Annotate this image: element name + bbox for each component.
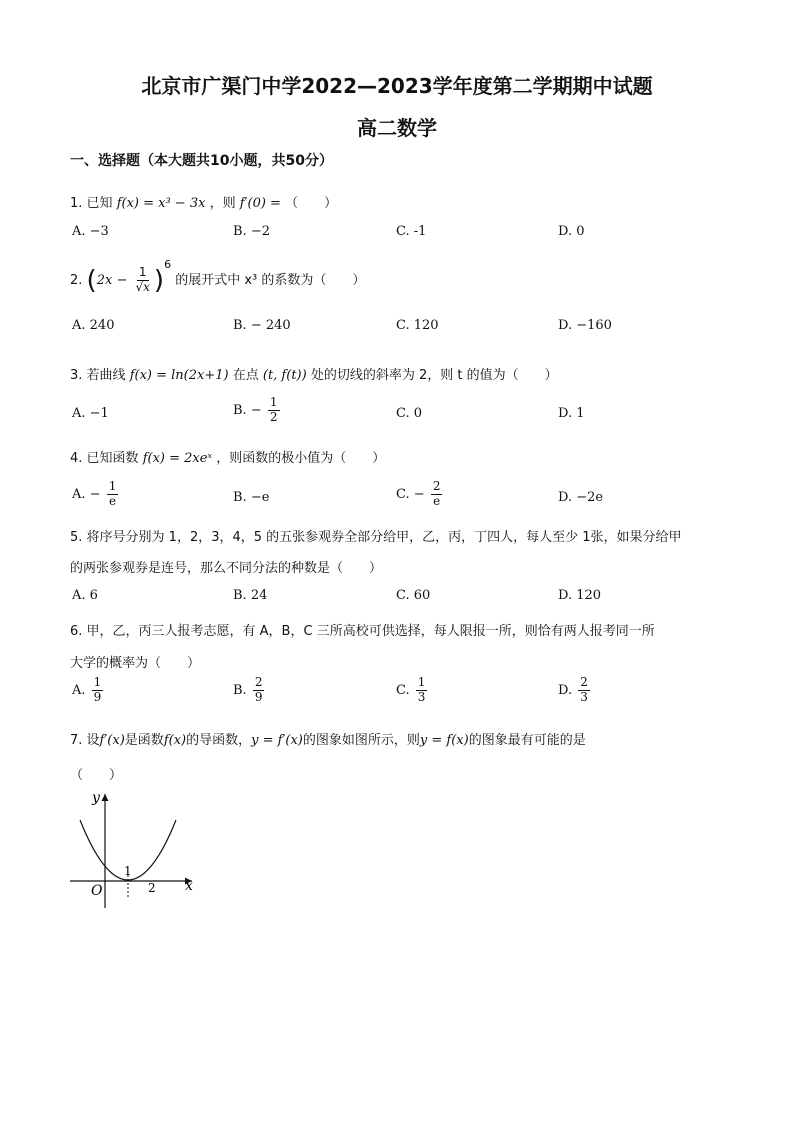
q3-option-b-fraction: $\frac{1}{2}$ [269,395,278,424]
q2-option-b: B. − 240 [233,318,291,333]
tick-label-1: 1 [124,864,132,878]
q3-option-b: B. − $\frac{1}{2}$ [233,395,278,424]
q1-option-d: D. 0 [558,224,585,239]
q1-prefix: 1. 已知 [70,196,113,211]
q5-option-b: B. 24 [233,588,268,603]
tick-label-2: 2 [148,881,156,895]
q3-prefix: 3. 若曲线 [70,368,126,383]
question-5-line2: 的两张参观券是连号，那么不同分法的种数是（ ） [70,561,383,576]
q2-exponent: 6 [164,258,172,271]
q1-expr: f(x) = x³ − 3x [116,196,206,211]
question-3 [70,364,558,383]
q4-option-c-fraction: $\frac{2}{e}$ [432,479,441,508]
q4-option-b: B. −e [233,490,270,505]
q6-option-c: C. $\frac{1}{3}$ [396,675,426,704]
q1-option-b: B. −2 [233,224,270,239]
question-5-line1: 5. 将序号分别为 1，2，3，4，5 的五张参观券全部分给甲，乙，丙，丁四人，每人至少 1张，如果分给甲 [70,530,682,545]
question-1 [70,192,337,211]
q4-tail: ，则函数的极小值为（ ） [216,451,386,466]
q2-inner: 2x − [96,273,128,288]
y-axis-label: y [92,790,100,806]
q2-option-a: A. 240 [72,318,115,333]
q4-option-d: D. −2e [558,490,604,505]
q3-option-a: A. −1 [72,406,109,421]
q5-option-a: A. 6 [72,588,98,603]
q4-option-a: A. − $\frac{1}{e}$ [72,479,117,508]
q6-option-b: B. $\frac{2}{9}$ [233,675,263,704]
q2-tail: 的展开式中 x³ 的系数为（ ） [175,273,366,288]
question-4 [70,447,385,466]
q4-expr: f(x) = 2xeˣ [142,451,213,466]
q3-middle: 在点 [232,368,259,383]
question-6-line2: 大学的概率为（ ） [70,656,201,671]
q3-tail: 处的切线的斜率为 2，则 t 的值为（ ） [310,368,558,383]
q6-option-d: D. $\frac{2}{3}$ [558,675,588,704]
section-heading: 一、选择题（本大题共10小题，共50分） [70,153,333,169]
q3-option-d: D. 1 [558,406,585,421]
q5-option-d: D. 120 [558,588,602,603]
question-7: 7. 设f′(x)是函数f(x)的导函数，y = f′(x)的图象如图所示，则y = f(x)的图象最有可能的是 [70,733,586,748]
q1-expr2: f′(0) = [239,196,281,211]
q3-point: (t, f(t)) [262,368,307,383]
question-6-line1: 6. 甲，乙，丙三人报考志愿，有 A，B，C 三所高校可供选择，每人限报一所，则恰有两人报考同一所 [70,624,655,639]
q5-option-c: C. 60 [396,588,431,603]
q2-prefix: 2. [70,273,83,288]
question-2: 2. (2x − $\frac{1}{√x}$ )$^6$ 的展开式中 x³ 的系数为（ ） [70,258,366,296]
derivative-graph [70,788,200,913]
q4-option-a-fraction: $\frac{1}{e}$ [108,479,117,508]
q6-option-a: A. $\frac{1}{9}$ [72,675,102,704]
q3-option-c: C. 0 [396,406,423,421]
q2-frac-den: √x [135,280,150,294]
q1-option-c: C. -1 [396,224,427,239]
page-title: 北京市广渠门中学2022—2023学年度第二学期期中试题 [141,74,653,98]
q2-fraction [133,266,151,295]
x-axis-label: x [185,878,193,894]
page-subtitle: 高二数学 [357,116,437,140]
q1-tail: （ ） [285,196,338,211]
question-7-line2: （ ） [70,768,123,783]
q2-option-c: C. 120 [396,318,439,333]
q1-option-a: A. −3 [72,224,109,239]
origin-label: O [91,883,103,899]
q4-prefix: 4. 已知函数 [70,451,139,466]
q2-frac-num: 1 [138,265,147,280]
q2-option-d: D. −160 [558,318,612,333]
q4-option-c: C. − $\frac{2}{e}$ [396,479,441,508]
q3-expr: f(x) = ln(2x+1) [129,368,229,383]
q1-middle: ，则 [209,196,236,211]
